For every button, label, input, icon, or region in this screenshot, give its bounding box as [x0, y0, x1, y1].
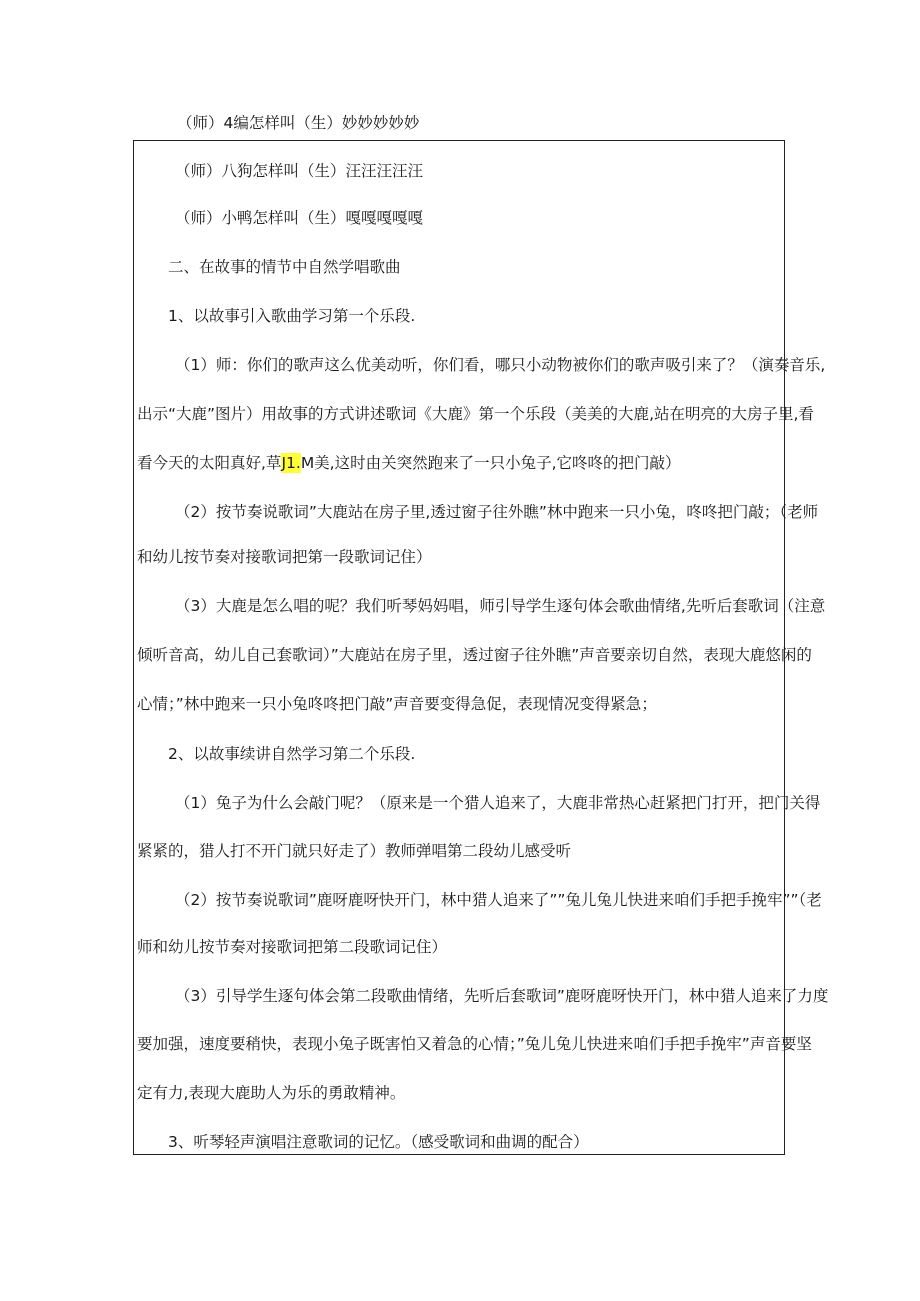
text-line-17: 师和幼儿按节奏对接歌词把第二段歌词记住）: [137, 938, 448, 956]
text-line-16: （2）按节奏说歌词”鹿呀鹿呀快开门，林中猎人追来了””兔儿兔儿快进来咱们手把手挽牢””（老: [175, 891, 822, 909]
section-heading-2: 二、在故事的情节中自然学唱歌曲: [168, 258, 401, 276]
text-line-10: （3）大鹿是怎么唱的呢？我们听琴妈妈唱，师引导学生逐句体会歌曲情绪,先听后套歌词（注意: [175, 597, 826, 615]
text-line-19: 要加强，速度要稍快，表现小兔子既害怕又着急的心情；”兔儿兔儿快进来咱们手把手挽牢”声音要坚: [137, 1035, 812, 1053]
text-line-9: 和幼儿按节奏对接歌词把第一段歌词记住）: [137, 548, 432, 566]
text-line-8: （2）按节奏说歌词”大鹿站在房子里,透过窗子往外瞧”林中跑来一只小兔，咚咚把门敲；（老师: [175, 503, 819, 521]
text-line-1: （师）八狗怎样叫（生）汪汪汪汪汪: [175, 162, 424, 180]
text-line-12: 心情；”林中跑来一只小兔咚咚把门敲”声音要变得急促，表现情况变得紧急；: [137, 695, 657, 713]
text-line-0: （师）4编怎样叫（生）妙妙妙妙妙: [177, 114, 420, 132]
highlight-after: M美,这时由关突然跑来了一只小兔子,它咚咚的把门敲）: [300, 454, 681, 472]
text-line-7: [137, 453, 681, 473]
subsection-heading-1: 1、以故事引入歌曲学习第一个乐段.: [168, 307, 416, 325]
highlight-before: 看今天的太阳真好,草: [137, 454, 282, 472]
text-line-14: （1）兔子为什么会敲门呢？（原来是一个猎人追来了，大鹿非常热心赶紧把门打开，把门关得: [175, 794, 821, 812]
text-line-15: 紧紧的，猎人打不开门就只好走了）教师弹唱第二段幼儿感受听: [137, 842, 572, 860]
highlighted-text: J1.: [281, 454, 301, 472]
text-line-6: 出示“大鹿”图片）用故事的方式讲述歌词《大鹿》第一个乐段（美美的大鹿,站在明亮的大房子里,看: [137, 405, 814, 423]
text-line-2: （师）小鸭怎样叫（生）嘎嘎嘎嘎嘎: [175, 209, 424, 227]
text-line-5: （1）师：你们的歌声这么优美动听，你们看，哪只小动物被你们的歌声吸引来了？（演奏音乐,: [175, 356, 826, 374]
subsection-heading-2: 2、以故事续讲自然学习第二个乐段.: [168, 745, 416, 763]
text-line-11: 倾听音高，幼儿自己套歌词）”大鹿站在房子里，透过窗子往外瞧”声音要亲切自然，表现大鹿悠闲的: [137, 646, 812, 664]
subsection-heading-3: 3、听琴轻声演唱注意歌词的记忆。（感受歌词和曲调的配合）: [168, 1133, 589, 1151]
text-line-18: （3）引导学生逐句体会第二段歌曲情绪，先听后套歌词”鹿呀鹿呀快开门，林中猎人追来了力度: [175, 987, 829, 1005]
text-line-20: 定有力,表现大鹿助人为乐的勇敢精神。: [137, 1084, 406, 1102]
